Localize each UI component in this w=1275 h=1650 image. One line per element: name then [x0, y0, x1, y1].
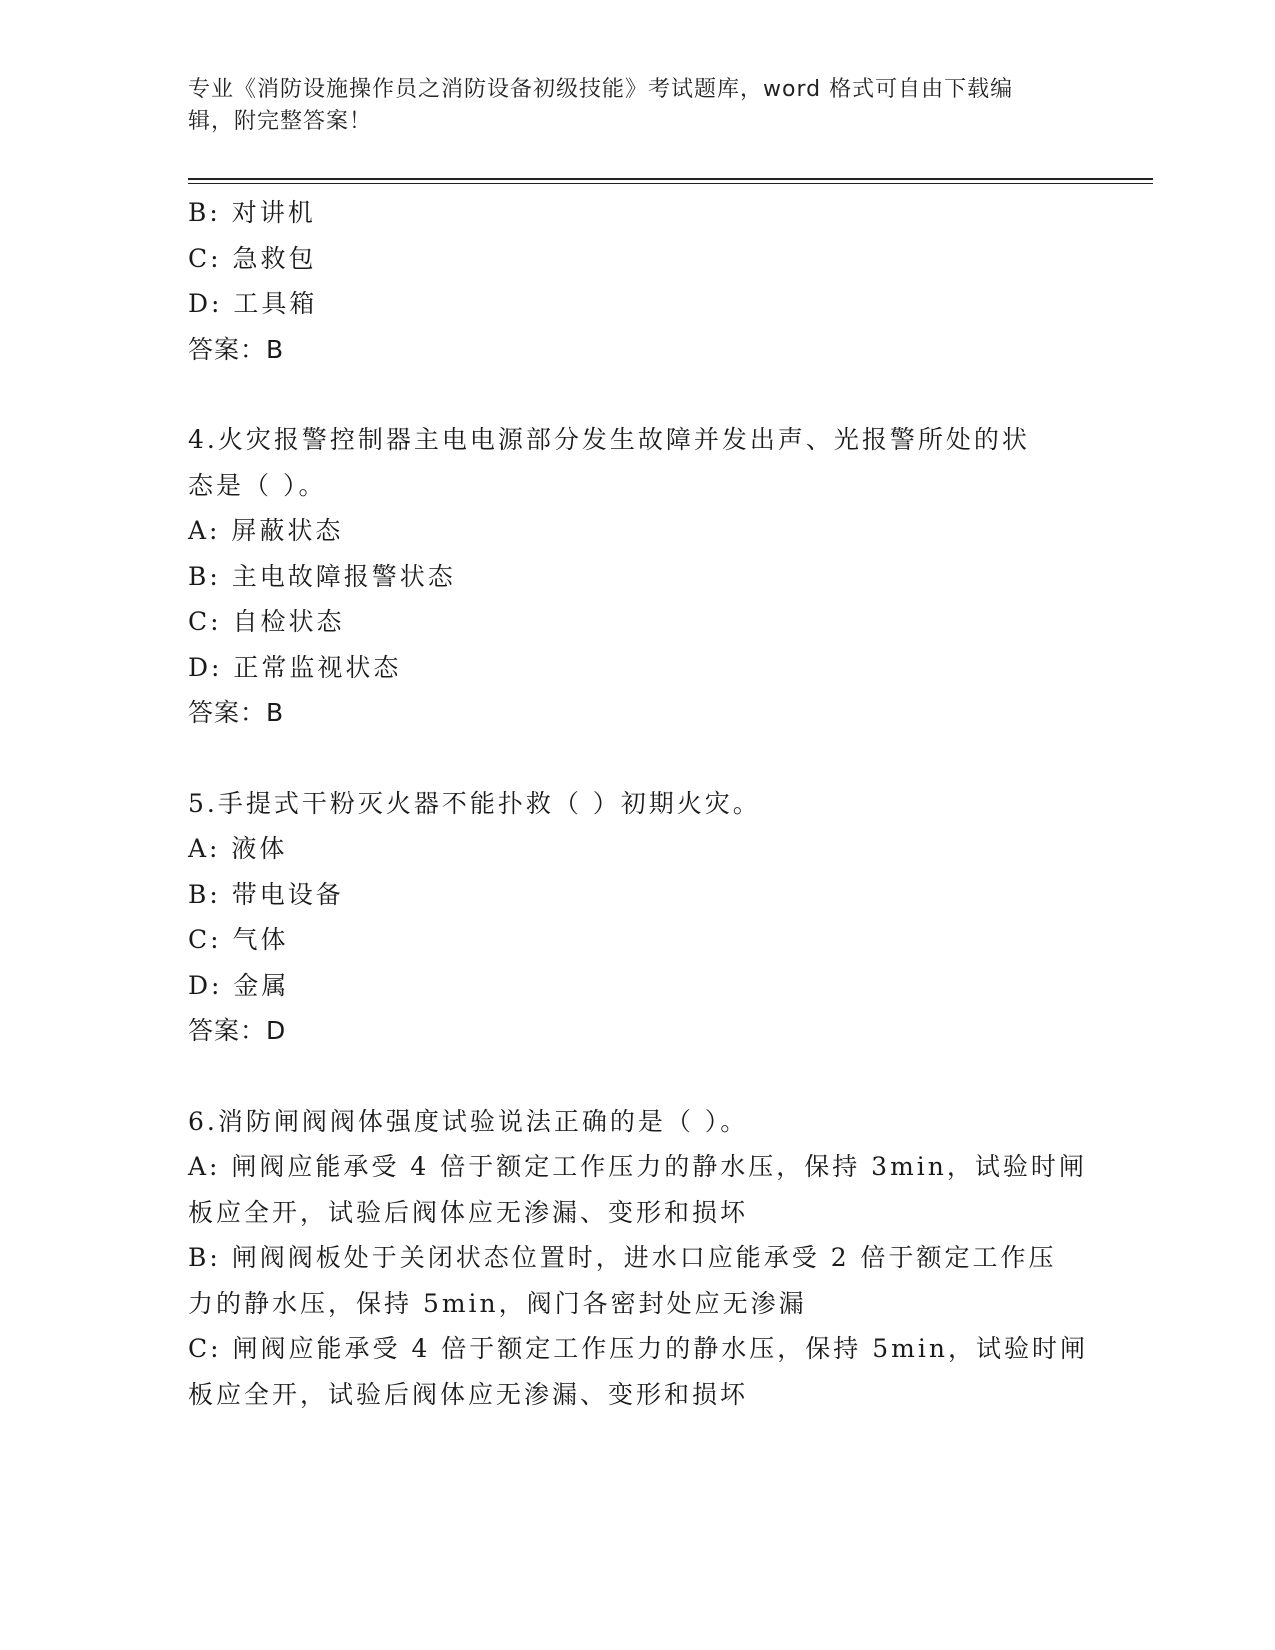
option-c: C: 自检状态 [188, 607, 345, 636]
spacer [188, 372, 1088, 417]
answer: 答案：B [188, 698, 285, 727]
page-header [188, 74, 1068, 138]
question-list [188, 190, 1088, 1417]
option-b-line-1: B: 闸阀阀板处于关闭状态位置时，进水口应能承受 2 倍于额定工作压 [188, 1243, 1057, 1272]
question-stem-line-1: 4.火灾报警控制器主电电源部分发生故障并发出声、光报警所处的状 [188, 425, 1030, 454]
question-stem: 5.手提式干粉灭火器不能扑救（ ）初期火灾。 [188, 788, 761, 818]
option-a-line-1: A: 闸阀应能承受 4 倍于额定工作压力的静水压，保持 3min，试验时闸 [188, 1152, 1087, 1181]
option-c: C: 气体 [188, 925, 289, 954]
option-d: D: 金属 [188, 970, 290, 1000]
option-b: B: 主电故障报警状态 [188, 561, 456, 591]
option-c-line-1: C: 闸阀应能承受 4 倍于额定工作压力的静水压，保持 5min，试验时闸 [188, 1334, 1088, 1363]
option-b-line-2: 力的静水压，保持 5min，阀门各密封处应无渗漏 [188, 1288, 807, 1318]
option-c-line-2: 板应全开，试验后阀体应无渗漏、变形和损坏 [188, 1379, 749, 1409]
option-a: A: 屏蔽状态 [188, 516, 344, 545]
question-6 [188, 1099, 1088, 1418]
question-5 [188, 781, 1088, 1054]
header-divider-thick [188, 178, 1153, 180]
answer: 答案：B [188, 334, 285, 364]
option-b: B: 带电设备 [188, 879, 344, 909]
header-line-1: 专业《消防设施操作员之消防设备初级技能》考试题库，word 格式可自由下载编 [188, 77, 1014, 102]
option-d: D: 工具箱 [188, 289, 318, 318]
option-d: D: 正常监视状态 [188, 652, 402, 682]
option-a: A: 液体 [188, 834, 288, 863]
header-line-2: 辑，附完整答案！ [188, 109, 373, 134]
question-stem: 6.消防闸阀阀体强度试验说法正确的是（ ）。 [188, 1106, 749, 1136]
question-3 [188, 190, 1088, 372]
header-divider-thin [188, 183, 1153, 184]
question-4 [188, 417, 1088, 736]
spacer [188, 736, 1088, 781]
option-a-line-2: 板应全开，试验后阀体应无渗漏、变形和损坏 [188, 1197, 749, 1227]
question-stem-line-2: 态是（ ）。 [188, 470, 327, 500]
option-c: C: 急救包 [188, 243, 317, 273]
spacer [188, 1054, 1088, 1099]
option-b: B: 对讲机 [188, 198, 316, 227]
answer: 答案：D [188, 1016, 287, 1045]
